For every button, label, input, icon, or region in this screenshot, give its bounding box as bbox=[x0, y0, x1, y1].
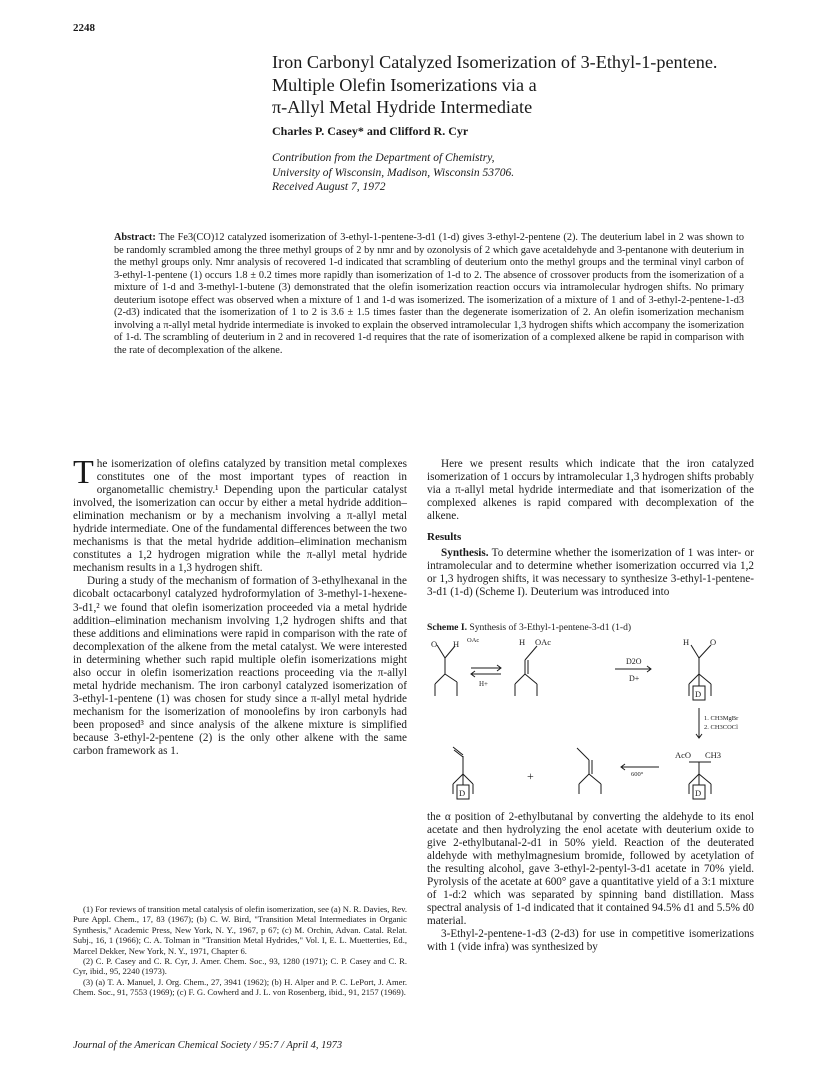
right-column-continued bbox=[427, 811, 754, 955]
label-o-2: O bbox=[710, 637, 717, 647]
synthesis-text: To determine whether the isomerization of 1 was inter- or intramolecular and to determine whether isomerization occurred via 1,2 or 1,3 hydrogen shifts, it was necessary to synthesize 3-ethyl-1-pentene-3-d1 (1-d) (Scheme I). Deuterium was introduced into bbox=[427, 547, 754, 599]
journal-footer: Journal of the American Chemical Society / 95:7 / April 4, 1973 bbox=[73, 1040, 343, 1051]
synthesis-paragraph bbox=[427, 547, 754, 599]
label-d-1: D bbox=[695, 689, 702, 699]
intro-paragraph-2: During a study of the mechanism of formation of 3-ethylhexanal in the dicobalt octacarbonyl catalyzed hydroformylation of 3-methyl-1-hexene-3-d1,² we found that olefin isomerization proceeded via a metal hydride addition–elimination mechanism involving 1,2 hydrogen shifts and that these additions and eliminations were rapid in comparison with the rate of decomplexation of the alkene from the metal catalyst. We were interested in determining whether such rapid multiple olefin isomerizations might also occur in olefin isomerization reactions proceeding via the π-allyl metal hydride mechanism. The iron carbonyl catalyzed isomerization of 3-ethyl-1-pentene (1) was chosen for study since a π-allyl metal hydride mechanism for the isomerization of monoolefins by iron carbonyls had been proposed³ and since analysis of the alkene mixture is simplified because 3-ethyl-2-pentene (2) is the only other alkene with the same carbon framework as 1. bbox=[73, 575, 407, 758]
footnote-3: (3) (a) T. A. Manuel, J. Org. Chem., 27, 3941 (1962); (b) H. Alper and P. C. LePort, J. Amer. Chem. Soc., 91, 7553 (1969); (c) F. G. Cowherd and J. L. von Rosenberg, ibid., 91, 2157 (1969). bbox=[73, 976, 407, 998]
label-o: O bbox=[431, 639, 438, 649]
intro-paragraph-3: Here we present results which indicate that the iron catalyzed isomerization of 1 occurs by intramolecular 1,3 hydrogen shifts probably via a π-allyl metal hydride intermediate and that isomerization of the complexed alkenes is rapid compared with decomplexation of the alkene. bbox=[427, 458, 754, 523]
label-dplus: D+ bbox=[629, 674, 640, 683]
received-date: Received August 7, 1972 bbox=[272, 181, 386, 193]
label-plus: + bbox=[527, 769, 534, 783]
article-title bbox=[272, 51, 792, 119]
synthesis-label: Synthesis. bbox=[441, 547, 489, 560]
abstract bbox=[114, 232, 744, 357]
footnotes bbox=[73, 904, 407, 998]
title-line-1: Iron Carbonyl Catalyzed Isomerization of 3-Ethyl-1-pentene. bbox=[272, 52, 718, 72]
label-oac-small: OAc bbox=[467, 637, 480, 644]
label-aco: AcO bbox=[675, 750, 692, 760]
footnote-1: (1) For reviews of transition metal catalysis of olefin isomerization, see (a) N. R. Davies, Rev. Pure Appl. Chem., 17, 83 (1967); (b) C. W. Bird, "Transition Metal Intermediates in Organic Synthesis," Academic Press, New York, N. Y., 1967, p 67; (c) M. Orchin, Advan. Catal. Relat. Subj., 16, 1 (1966); C. A. Tolman in "Transition Metal Hydrides," Vol. I, E. L. Muetterties, Ed., Marcel Dekker, New York, N. Y., 1971, Chapter 6. bbox=[73, 904, 407, 956]
footnote-2: (2) C. P. Casey and C. R. Cyr, J. Amer. Chem. Soc., 93, 1280 (1971); C. P. Casey and C. R. Cyr, ibid., 95, 2240 (1973). bbox=[73, 956, 407, 977]
affiliation-line-1: Contribution from the Department of Chemistry, bbox=[272, 152, 495, 164]
abstract-text: The Fe3(CO)12 catalyzed isomerization of 3-ethyl-1-pentene-3-d1 (1-d) gives 3-ethyl-2-pentene (2). The deuterium label in 2 was shown to be randomly scrambled among the three methyl groups of 2 by nmr and by ozonolysis of 2 which gave acetaldehyde and 3-pentanone with deuterium in the methyl groups only. Nmr analysis of recovered 1-d indicated that scrambling of deuterium onto the methyl groups and the terminal vinyl carbon of 3-ethyl-1-pentene (1) occurs 1.8 ± 0.2 times more rapidly than isomerization of 1-d to 2. The absence of crossover products from the isomerization of a mixture of 1-d and 3-methyl-1-butene (3) demonstrated that the olefin isomerization reaction occurs via intramolecular hydrogen shifts. No primary deuterium isotope effect was observed when a mixture of 1 and 1-d was isomerized. The isomerization of a mixture of 1 and of 3-ethyl-2-pentene-1-d3 (2-d3) indicated that the isomerization of 1 to 2 is 3.6 ± 1.5 times faster than the degenerate isomerization of 2. An olefin isomerization mechanism involving a π-allyl metal hydride intermediate is invoked to explain the observed intramolecular 1,3 hydrogen shifts which accompany the isomerization of 1-d. The scrambling of deuterium in 2 and in recovered 1-d requires that the rate of isomerization of a complexed alkene be rapid in comparison with the rate of decomplexation of the alkene. bbox=[114, 232, 744, 356]
authors: Charles P. Casey* and Clifford R. Cyr bbox=[272, 124, 469, 138]
affiliation-line-2: University of Wisconsin, Madison, Wisconsin 53706. bbox=[272, 166, 515, 179]
results-heading: Results bbox=[427, 531, 462, 544]
label-hplus: H+ bbox=[479, 680, 489, 688]
scheme-drawing bbox=[427, 622, 754, 804]
label-h-2: H bbox=[519, 637, 526, 647]
label-d2o: D2O bbox=[626, 657, 642, 666]
intro-paragraph-1-text: he isomerization of olefins catalyzed by transition metal complexes constitutes one of the most important types of reaction in organometallic chemistry.¹ Depending upon the particular catalyst involved, the isomerization can occur by either a metal hydride addition–elimination mechanism or by a mechanism involving a π-allyl metal hydride intermediate. One of the fundamental differences between the two mechanisms is that the metal hydride addition–elimination mechanism constitutes a 1,2 hydrogen migration while the π-allyl metal hydride mechanism results in a 1,3 hydrogen shift. bbox=[73, 458, 407, 575]
label-h-3: H bbox=[683, 637, 690, 647]
label-d-2: D bbox=[459, 788, 466, 798]
intro-paragraph-1 bbox=[73, 454, 407, 575]
left-column bbox=[73, 454, 407, 758]
scheme-1 bbox=[427, 622, 754, 804]
scheme-title: Synthesis of 3-Ethyl-1-pentene-3-d1 (1-d) bbox=[469, 622, 632, 633]
label-oac: OAc bbox=[535, 637, 552, 647]
drop-cap: T bbox=[73, 454, 94, 491]
title-line-3: π-Allyl Metal Hydride Intermediate bbox=[272, 97, 533, 117]
page-number: 2248 bbox=[73, 22, 95, 34]
label-temp: 600° bbox=[631, 771, 644, 778]
label-step2: 2. CH3COCl bbox=[704, 724, 738, 731]
label-h: H bbox=[453, 639, 460, 649]
affiliation bbox=[272, 151, 514, 195]
scheme-label: Scheme I. bbox=[427, 622, 467, 633]
abstract-label: Abstract: bbox=[114, 232, 156, 243]
label-ch3: CH3 bbox=[705, 750, 722, 760]
synthesis-continued: the α position of 2-ethylbutanal by converting the aldehyde to its enol acetate and then hydrolyzing the enol acetate with deuterium oxide to give 2-ethylbutanal-2-d1 in 50% yield. Reaction of the deuterated aldehyde with methylmagnesium bromide, followed by acetylation of the resulting alcohol, gave 3-ethyl-2-pentyl-3-d1 acetate in 70% yield. Pyrolysis of the acetate at 600° gave a quantitative yield of a 3:1 mixture of 1-d:2 which was separated by spinning band distillation. Mass spectral analysis of 1-d indicated that it contained 94.5% d1 and 5.5% d0 material. bbox=[427, 811, 754, 928]
label-step1: 1. CH3MgBr bbox=[704, 715, 739, 722]
synthesis-paragraph-2: 3-Ethyl-2-pentene-1-d3 (2-d3) for use in competitive isomerizations with 1 (vide infra) was synthesized by bbox=[427, 928, 754, 954]
label-d-3: D bbox=[695, 788, 702, 798]
title-line-2: Multiple Olefin Isomerizations via a bbox=[272, 74, 537, 95]
right-column bbox=[427, 458, 754, 599]
